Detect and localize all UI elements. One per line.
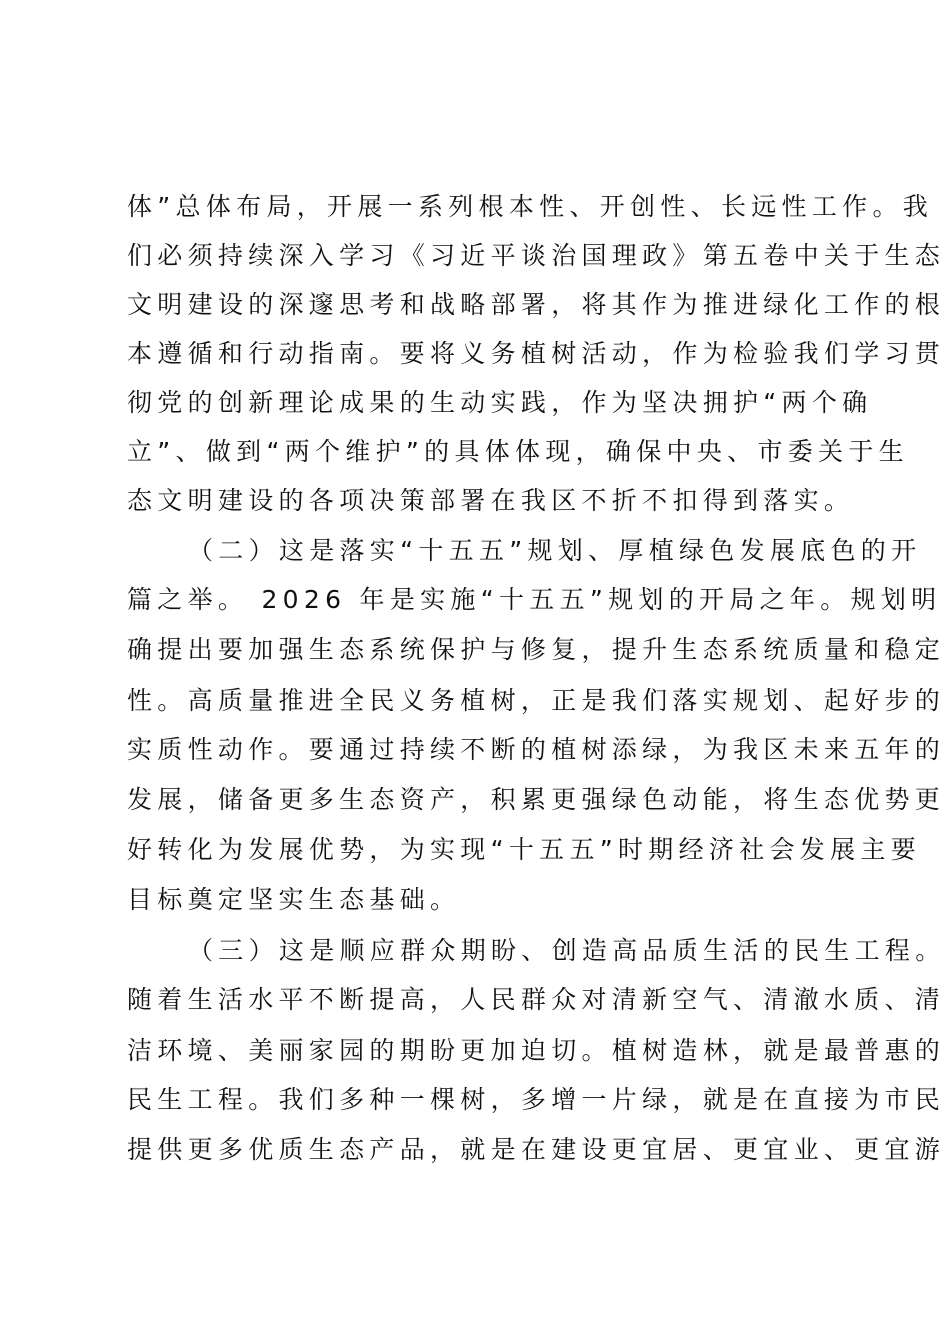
text-line: 目标奠定坚实生态基础。: [127, 885, 461, 914]
text-line: 实质性动作。要通过持续不断的植树添绿，为我区未来五年的: [127, 735, 946, 764]
section-heading-line: （二）这是落实“十五五”规划、厚植绿色发展底色的开: [188, 536, 922, 565]
text-line: 体”总体布局，开展一系列根本性、开创性、长远性工作。我: [127, 192, 934, 221]
text-line: 态文明建设的各项决策部署在我区不折不扣得到落实。: [127, 486, 855, 515]
text-line: 发展，储备更多生态资产，积累更强绿色动能，将生态优势更: [127, 785, 946, 814]
text-line: 好转化为发展优势，为实现“十五五”时期经济社会发展主要: [127, 835, 922, 864]
text-line: 确提出要加强生态系统保护与修复，提升生态系统质量和稳定: [127, 635, 946, 664]
text-line: 随着生活水平不断提高，人民群众对清新空气、清澈水质、清: [127, 985, 946, 1014]
text-line: 彻党的创新理论成果的生动实践，作为坚决拥护“两个确: [127, 388, 873, 417]
section-heading-line: （三）这是顺应群众期盼、创造高品质生活的民生工程。: [188, 936, 946, 965]
text-line: 文明建设的深邃思考和战略部署，将其作为推进绿化工作的根: [127, 290, 946, 319]
text-line: 篇之举。 2026 年是实施“十五五”规划的开局之年。规划明: [127, 585, 942, 614]
text-line: 洁环境、美丽家园的期盼更加迫切。植树造林，就是最普惠的: [127, 1036, 946, 1065]
text-line: 立”、做到“两个维护”的具体体现，确保中央、市委关于生: [127, 437, 909, 466]
text-line: 们必须持续深入学习《习近平谈治国理政》第五卷中关于生态: [127, 241, 946, 270]
text-line: 民生工程。我们多种一棵树，多增一片绿，就是在直接为市民: [127, 1085, 946, 1114]
text-line: 性。高质量推进全民义务植树，正是我们落实规划、起好步的: [127, 686, 946, 715]
text-line: 提供更多优质生态产品，就是在建设更宜居、更宜业、更宜游: [127, 1135, 946, 1164]
text-line: 本遵循和行动指南。要将义务植树活动，作为检验我们学习贯: [127, 339, 946, 368]
